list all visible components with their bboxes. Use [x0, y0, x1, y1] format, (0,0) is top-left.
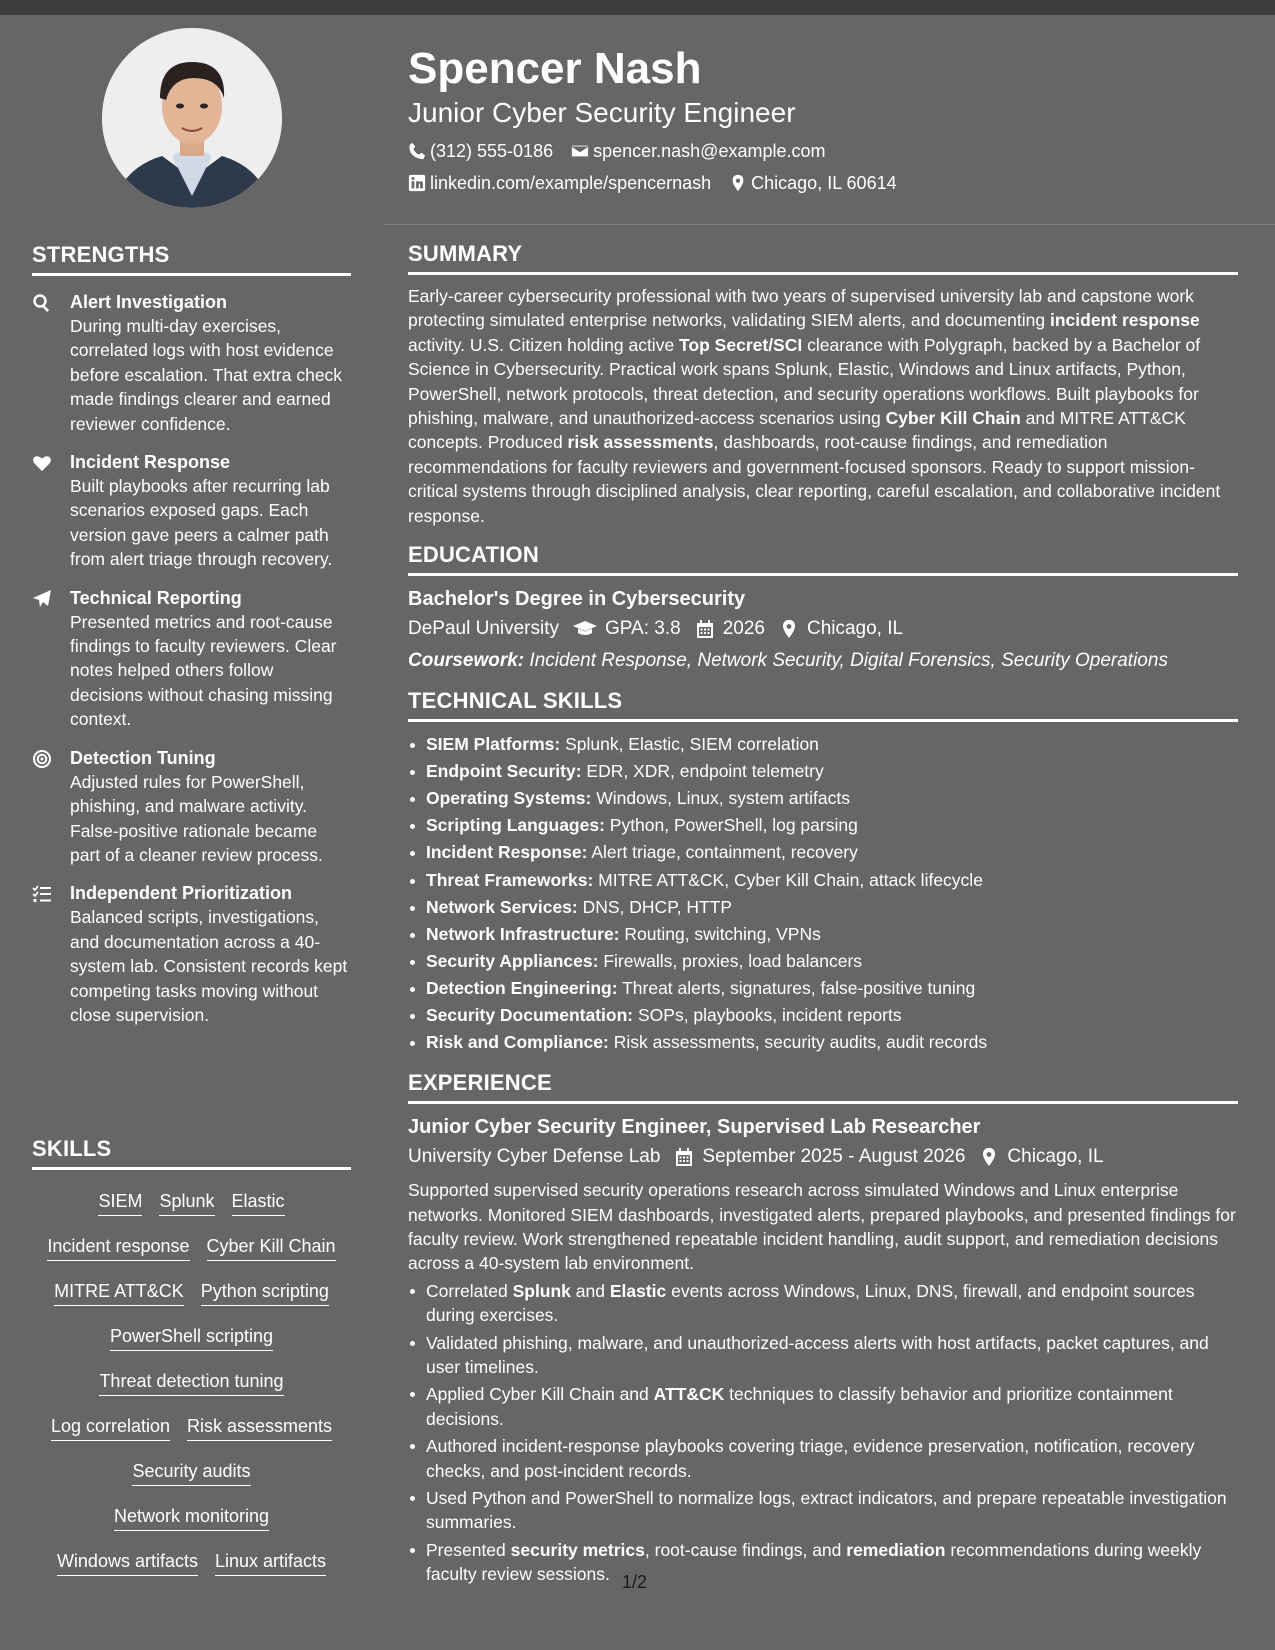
- contact-row: [408, 172, 1238, 194]
- page-number: 1/2: [622, 1572, 648, 1592]
- skill-category: Network Services:: [426, 896, 578, 917]
- education-section: [408, 542, 1238, 674]
- skill-tag-row: [32, 1180, 351, 1225]
- skill-values: EDR, XDR, endpoint telemetry: [581, 761, 824, 782]
- skills-heading: SKILLS: [32, 1136, 351, 1170]
- skill-tags: [32, 1180, 351, 1585]
- skill-tag: Linux artifacts: [215, 1550, 326, 1576]
- text-run: techniques to classify behavior and prioritize containment decisions.: [426, 1384, 1173, 1429]
- education-meta: [408, 616, 1238, 642]
- skill-values: Alert triage, containment, recovery: [587, 842, 858, 863]
- text-run: , root-cause findings, and: [644, 1539, 847, 1560]
- technical-skill-item: [408, 1029, 1238, 1056]
- skill-values: Python, PowerShell, log parsing: [604, 815, 858, 836]
- technical-skill-item: [408, 921, 1238, 948]
- phone-icon: [408, 142, 426, 160]
- technical-skills-section: [408, 688, 1238, 1056]
- skill-tag: Threat detection tuning: [99, 1370, 283, 1396]
- text-run: activity. U.S. Citizen holding active: [408, 334, 680, 355]
- technical-skill-item: [408, 948, 1238, 975]
- technical-skills-list: [408, 731, 1238, 1056]
- strength-item: [32, 746, 351, 868]
- skill-values: DNS, DHCP, HTTP: [577, 896, 733, 917]
- education-heading: EDUCATION: [408, 542, 1238, 576]
- strength-description: Presented metrics and root-cause findings to faculty reviewers. Clear notes helped others follow decisions without chasing missing context.: [70, 611, 337, 730]
- gpa-info: [573, 616, 681, 642]
- skill-tag: Log correlation: [51, 1415, 170, 1441]
- technical-skill-item: [408, 785, 1238, 812]
- text-run: Used Python and PowerShell to normalize logs, extract indicators, and prepare repeatable investigation summaries.: [426, 1488, 1227, 1533]
- skill-tag: Security audits: [132, 1460, 250, 1486]
- strength-item: [32, 586, 351, 732]
- skill-values: SOPs, playbooks, incident reports: [633, 1005, 902, 1025]
- strength-title: Technical Reporting: [70, 587, 242, 608]
- experience-bullet: [408, 1331, 1238, 1380]
- technical-skill-item: [408, 1002, 1238, 1029]
- heart-icon: [32, 450, 70, 572]
- skill-category: SIEM Platforms:: [426, 734, 561, 755]
- technical-skill-item: [408, 758, 1238, 785]
- experience-bullets: [408, 1279, 1238, 1587]
- header-divider: [383, 224, 1275, 225]
- experience-summary: Supported supervised security operations research across simulated Windows and Linux enterprise networks. Monitored SIEM dashboards, investigated alerts, prepared playbooks, and presented findings for faculty review. Work strengthened repeatable incident handling, audit support, and remediation decisions across a 40-system lab environment.: [408, 1180, 1236, 1274]
- skill-category: Security Appliances:: [426, 950, 599, 971]
- experience-bullet: [408, 1279, 1238, 1328]
- bold-text: Elastic: [609, 1280, 667, 1301]
- bold-text: security metrics: [510, 1539, 645, 1560]
- skill-tag: Python scripting: [201, 1280, 329, 1306]
- year-info: [695, 616, 765, 642]
- person-name: Spencer Nash: [408, 44, 702, 93]
- text-run: Validated phishing, malware, and unauthorized-access alerts with host artifacts, packet captures, and user timelines.: [426, 1332, 1209, 1378]
- skill-category: Risk and Compliance:: [426, 1032, 609, 1053]
- top-bar: [0, 0, 1275, 15]
- strength-title: Independent Prioritization: [70, 883, 293, 904]
- location-contact: [729, 172, 896, 194]
- edu-location: Chicago, IL: [806, 618, 904, 640]
- skill-tag: Windows artifacts: [57, 1550, 198, 1576]
- skills-section: [32, 1136, 351, 1585]
- experience-bullet: [408, 1434, 1238, 1483]
- text-run: Correlated: [426, 1280, 513, 1301]
- experience-bullet: [408, 1382, 1238, 1431]
- skill-tag: MITRE ATT&CK: [54, 1280, 184, 1306]
- school-name: DePaul University: [408, 618, 559, 640]
- bold-text: remediation: [846, 1539, 946, 1560]
- skill-values: MITRE ATT&CK, Cyber Kill Chain, attack lifecycle: [593, 869, 983, 890]
- map-pin-icon: [729, 174, 747, 192]
- contact-row: [408, 140, 1238, 162]
- edu-location-info: [779, 616, 903, 642]
- degree-title: Bachelor's Degree in Cybersecurity: [408, 588, 746, 611]
- strength-title: Incident Response: [70, 452, 231, 473]
- text-run: events across Windows, Linux, DNS, firewall, and endpoint sources during exercises.: [426, 1280, 1195, 1326]
- avatar: [102, 28, 282, 208]
- email-address: spencer.nash@example.com: [593, 141, 826, 161]
- skill-tag: Network monitoring: [114, 1505, 269, 1531]
- linkedin-icon: [408, 174, 426, 192]
- strength-description: Balanced scripts, investigations, and documentation across a 40-system lab. Consistent records kept competing tasks moving without close supervision.: [70, 907, 348, 1025]
- text-run: Applied Cyber Kill Chain and: [426, 1384, 654, 1405]
- map-pin-icon: [779, 619, 799, 639]
- skill-tag-row: [32, 1495, 351, 1540]
- skill-tag: Splunk: [159, 1190, 214, 1216]
- skill-values: Splunk, Elastic, SIEM correlation: [560, 734, 819, 755]
- experience-meta: [408, 1144, 1238, 1170]
- summary-heading: SUMMARY: [408, 241, 1238, 275]
- skill-tag: SIEM: [98, 1190, 142, 1216]
- skill-category: Operating Systems:: [426, 788, 592, 809]
- bold-text: ATT&CK: [653, 1384, 725, 1405]
- skill-values: Routing, switching, VPNs: [619, 923, 821, 944]
- skill-values: Risk assessments, security audits, audit records: [608, 1032, 988, 1053]
- strength-title: Alert Investigation: [70, 292, 228, 312]
- experience-bullet: [408, 1486, 1238, 1535]
- experience-title: Junior Cyber Security Engineer, Supervised Lab Researcher: [408, 1116, 981, 1139]
- skill-tag: Risk assessments: [187, 1415, 332, 1441]
- strength-description: Built playbooks after recurring lab scenarios exposed gaps. Each version gave peers a calmer path from alert triage through recovery.: [70, 476, 333, 570]
- experience-section: [408, 1070, 1238, 1587]
- text-run: Presented: [426, 1539, 511, 1560]
- skill-tag-row: [32, 1225, 351, 1270]
- checklist-icon: [32, 881, 70, 1027]
- text-run: clearance with Polygraph, backed by a Bachelor of Science in Cybersecurity. Practical work spans Splunk, Elastic, Windows and Linux artifacts, Python, PowerShell, network protocols, threat detection, and security operations workflows. Built playbooks for phishing, malware, and unauthorized-access scenarios using: [408, 334, 1201, 429]
- technical-skill-item: [408, 839, 1238, 866]
- calendar-icon: [695, 619, 715, 639]
- technical-skill-item: [408, 975, 1238, 1002]
- organization-name: University Cyber Defense Lab: [408, 1146, 661, 1168]
- strength-item: [32, 881, 351, 1027]
- skill-tag: PowerShell scripting: [110, 1325, 273, 1351]
- summary-text: [408, 284, 1238, 528]
- phone-number: (312) 555-0186: [430, 141, 554, 161]
- skill-tag-row: [32, 1540, 351, 1585]
- skill-category: Detection Engineering:: [426, 977, 618, 998]
- coursework-list: Incident Response, Network Security, Digital Forensics, Security Operations: [529, 650, 1168, 672]
- strength-description: During multi-day exercises, correlated logs with host evidence before escalation. That extra check made findings clearer and earned reviewer confidence.: [70, 316, 343, 434]
- employment-dates: September 2025 - August 2026: [702, 1146, 966, 1168]
- skill-tag: Cyber Kill Chain: [207, 1235, 336, 1261]
- skill-tag-row: [32, 1315, 351, 1360]
- paper-plane-icon: [32, 586, 70, 732]
- experience-bullet: [408, 1538, 1238, 1587]
- main-column: [408, 241, 1238, 1601]
- skill-tag: Elastic: [232, 1190, 285, 1216]
- skill-tag: Incident response: [47, 1235, 189, 1261]
- text-run: Authored incident-response playbooks covering triage, evidence preservation, notification, recovery checks, and post-incident records.: [426, 1436, 1195, 1481]
- skill-tag-row: [32, 1270, 351, 1315]
- graduation-cap-icon: [573, 619, 597, 639]
- bold-text: Cyber Kill Chain: [885, 408, 1021, 429]
- technical-skill-item: [408, 867, 1238, 894]
- skill-values: Firewalls, proxies, load balancers: [598, 950, 863, 971]
- technical-skills-heading: TECHNICAL SKILLS: [408, 688, 1238, 722]
- bold-text: Splunk: [512, 1280, 571, 1301]
- technical-skill-item: [408, 894, 1238, 921]
- map-pin-icon: [979, 1147, 999, 1167]
- skill-category: Scripting Languages:: [426, 815, 605, 836]
- strength-description: Adjusted rules for PowerShell, phishing, and malware activity. False-positive rationale became part of a cleaner review process.: [70, 771, 323, 865]
- gpa-value: GPA: 3.8: [605, 618, 681, 640]
- technical-skill-item: [408, 731, 1238, 758]
- target-icon: [32, 746, 70, 868]
- bold-text: Top Secret/SCI: [679, 334, 803, 355]
- strengths-section: [32, 242, 351, 1027]
- strength-item: [32, 290, 351, 436]
- experience-heading: EXPERIENCE: [408, 1070, 1238, 1104]
- resume-header: [408, 42, 1238, 194]
- strength-item: [32, 450, 351, 572]
- text-run: , dashboards, root-cause findings, and remediation recommendations for faculty reviewers and government-focused sponsors. Ready to support mission-critical systems through disciplined analysis, clear reporting, careful escalation, and collaborative incident response.: [408, 432, 1221, 526]
- phone-contact[interactable]: [408, 140, 553, 162]
- search-icon: [32, 290, 70, 436]
- text-run: and: [570, 1280, 610, 1301]
- job-title: Junior Cyber Security Engineer: [408, 97, 796, 128]
- bold-text: risk assessments: [567, 432, 714, 453]
- skill-tag-row: [32, 1450, 351, 1495]
- strengths-heading: STRENGTHS: [32, 242, 351, 276]
- text-run: recommendations during weekly faculty review sessions.: [426, 1539, 1202, 1585]
- skill-values: Threat alerts, signatures, false-positive tuning: [617, 977, 976, 998]
- skill-tag-row: [32, 1405, 351, 1450]
- graduation-year: 2026: [722, 618, 765, 640]
- date-info: [674, 1144, 965, 1170]
- job-location-info: [979, 1144, 1103, 1170]
- text-run: Early-career cybersecurity professional with two years of supervised university lab and capstone work protecting simulated enterprise networks, validating SIEM alerts, and documenting: [408, 286, 1194, 331]
- skill-category: Security Documentation:: [426, 1005, 634, 1025]
- email-contact[interactable]: [571, 140, 825, 162]
- skill-category: Network Infrastructure:: [426, 923, 620, 944]
- strength-title: Detection Tuning: [70, 747, 216, 768]
- skill-category: Threat Frameworks:: [426, 869, 594, 890]
- technical-skill-item: [408, 812, 1238, 839]
- envelope-icon: [571, 142, 589, 160]
- location-text: Chicago, IL 60614: [751, 173, 897, 193]
- skill-category: Incident Response:: [426, 842, 588, 863]
- job-location: Chicago, IL: [1007, 1146, 1104, 1168]
- text-run: and MITRE ATT&CK concepts. Produced: [408, 408, 1186, 453]
- linkedin-contact[interactable]: [408, 172, 711, 194]
- coursework: [408, 648, 1238, 674]
- skill-category: Endpoint Security:: [426, 761, 582, 782]
- summary-section: [408, 241, 1238, 528]
- bold-text: incident response: [1050, 310, 1200, 331]
- coursework-label: Coursework:: [408, 650, 525, 672]
- skill-values: Windows, Linux, system artifacts: [591, 788, 851, 809]
- calendar-icon: [674, 1147, 694, 1167]
- linkedin-url: linkedin.com/example/spencernash: [430, 173, 712, 193]
- skill-tag-row: [32, 1360, 351, 1405]
